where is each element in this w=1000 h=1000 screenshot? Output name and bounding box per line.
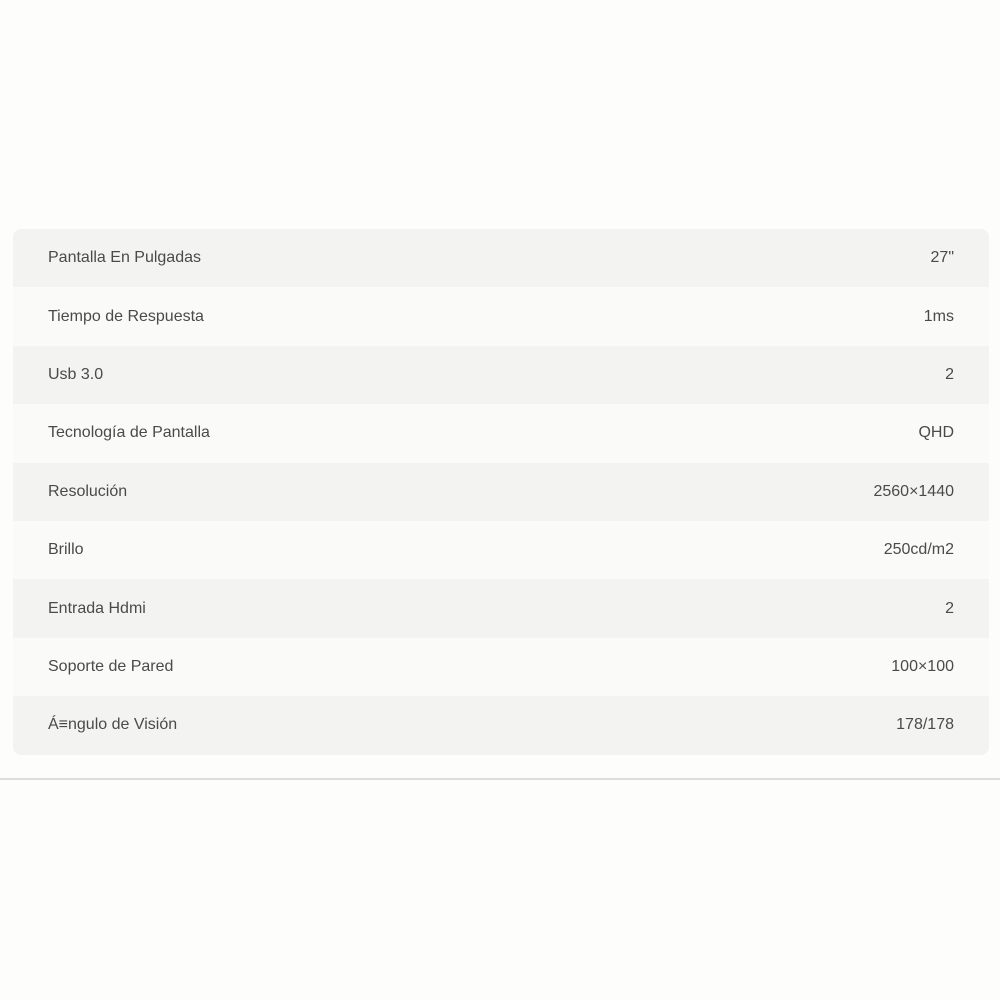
spec-label: Pantalla En Pulgadas (48, 249, 201, 267)
spec-value: 178/178 (896, 716, 954, 734)
spec-label: Brillo (48, 541, 84, 559)
divider (0, 778, 1000, 780)
spec-value: QHD (918, 424, 954, 442)
spec-row-resolution (13, 463, 989, 521)
spec-label: Usb 3.0 (48, 365, 104, 383)
spec-value: 2 (945, 365, 954, 383)
spec-row-brightness (13, 521, 989, 579)
spec-label: Tecnología de Pantalla (48, 424, 210, 442)
spec-label: Á≡ngulo de Visión (48, 716, 178, 734)
spec-row-usb (13, 346, 989, 404)
spec-row-display-tech (13, 404, 989, 462)
spec-label: Tiempo de Respuesta (48, 307, 204, 325)
spec-table (13, 229, 989, 755)
spec-label: Resolución (48, 482, 128, 500)
spec-value: 2 (945, 599, 954, 617)
spec-row-wall-mount (13, 638, 989, 696)
spec-label: Soporte de Pared (48, 657, 174, 675)
spec-value: 250cd/m2 (883, 541, 954, 559)
spec-row-screen-size (13, 229, 989, 287)
spec-value: 2560×1440 (873, 482, 954, 500)
spec-row-hdmi (13, 579, 989, 637)
spec-row-response-time (13, 287, 989, 345)
spec-row-viewing-angle (13, 696, 989, 754)
spec-value: 1ms (923, 307, 954, 325)
spec-value: 100×100 (891, 657, 954, 675)
spec-label: Entrada Hdmi (48, 599, 146, 617)
spec-value: 27" (930, 249, 954, 267)
